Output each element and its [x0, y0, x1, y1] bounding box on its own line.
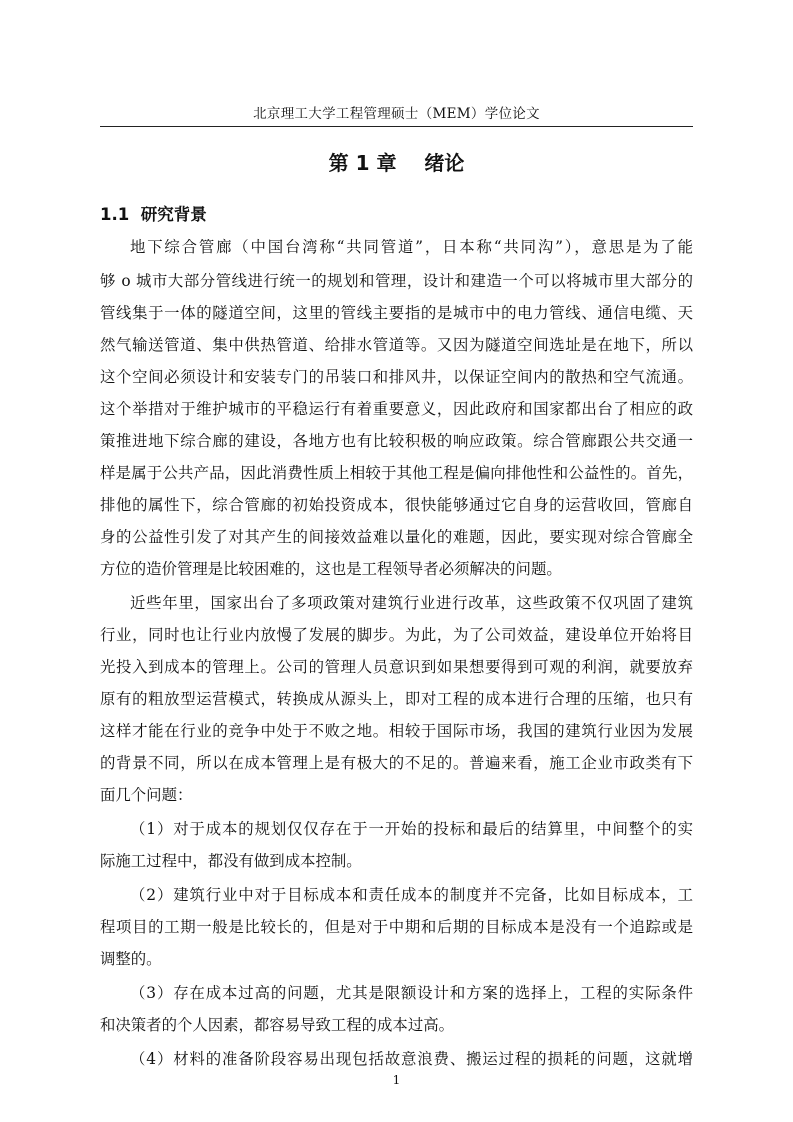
- list-item-line: （4）材料的准备阶段容易出现包括故意浪费、搬运过程的损耗的问题，这就增: [130, 1050, 693, 1068]
- paragraph-line: 原有的粗放型运营模式，转换成从源头上，即对工程的成本进行合理的压缩，也只有: [100, 690, 693, 708]
- chapter-title: 第 1 章 绪论: [328, 151, 465, 175]
- paragraph-line: 光投入到成本的管理上。公司的管理人员意识到如果想要得到可观的利润，就要放弃: [100, 658, 693, 676]
- list-item-line: 际施工过程中，都没有做到成本控制。: [100, 852, 362, 870]
- section-heading: 1.1 研究背景: [100, 205, 207, 224]
- list-item-line: 和决策者的个人因素，都容易导致工程的成本过高。: [100, 1016, 454, 1034]
- list-item-line: （1）对于成本的规划仅仅存在于一开始的投标和最后的结算里，中间整个的实: [130, 820, 693, 838]
- paragraph-line: 面几个问题：: [100, 786, 193, 804]
- paragraph-line: 策推进地下综合廊的建设，各地方也有比较积极的响应政策。综合管廊跟公共交通一: [100, 432, 693, 450]
- paragraph-line: 排他的属性下，综合管廊的初始投资成本，很快能够通过它自身的运营收回，管廊自: [100, 496, 693, 514]
- paragraph-line: 身的公益性引发了对其产生的间接效益难以量化的难题，因此，要实现对综合管廊全: [100, 528, 693, 546]
- paragraph-line: 然气输送管道、集中供热管道、给排水管道等。又因为隧道空间选址是在地下，所以: [100, 336, 693, 354]
- paragraph-line: 的背景不同，所以在成本管理上是有极大的不足的。普遍来看，施工企业市政类有下: [100, 754, 693, 772]
- paragraph-line: 样是属于公共产品，因此消费性质上相较于其他工程是偏向排他性和公益性的。首先，: [100, 464, 693, 482]
- list-item-line: （2）建筑行业中对于目标成本和责任成本的制度并不完备，比如目标成本，工: [130, 886, 693, 904]
- paragraph-line: 这样才能在行业的竞争中处于不败之地。相较于国际市场，我国的建筑行业因为发展: [100, 722, 693, 740]
- list-item-line: （3）存在成本过高的问题，尤其是限额设计和方案的选择上，工程的实际条件: [130, 984, 693, 1002]
- paragraph-line: 地下综合管廊（中国台湾称“共同管道”，日本称“共同沟”），意思是为了能: [130, 238, 693, 256]
- list-item-line: 调整的。: [100, 950, 162, 968]
- paragraph-line: 这个举措对于维护城市的平稳运行有着重要意义，因此政府和国家都出台了相应的政: [100, 400, 693, 418]
- paragraph-line: 行业，同时也让行业内放慢了发展的脚步。为此，为了公司效益，建设单位开始将目: [100, 626, 693, 644]
- page-number: 1: [392, 1073, 401, 1087]
- paragraph-line: 方位的造价管理是比较困难的，这也是工程领导者必须解决的问题。: [100, 560, 562, 578]
- paragraph-line: 够 o 城市大部分管线进行统一的规划和管理，设计和建造一个可以将城市里大部分的: [100, 272, 693, 290]
- paragraph-line: 管线集于一体的隧道空间，这里的管线主要指的是城市中的电力管线、通信电缆、天: [100, 304, 693, 322]
- paragraph-line: 近些年里，国家出台了多项政策对建筑行业进行改革，这些政策不仅巩固了建筑: [130, 594, 693, 612]
- paragraph-line: 这个空间必须设计和安装专门的吊装口和排风井，以保证空间内的散热和空气流通。: [100, 368, 693, 386]
- list-item-line: 程项目的工期一般是比较长的，但是对于中期和后期的目标成本是没有一个追踪或是: [100, 918, 693, 936]
- header-rule: [100, 126, 693, 127]
- running-header: 北京理工大学工程管理硕士（MEM）学位论文: [253, 106, 540, 122]
